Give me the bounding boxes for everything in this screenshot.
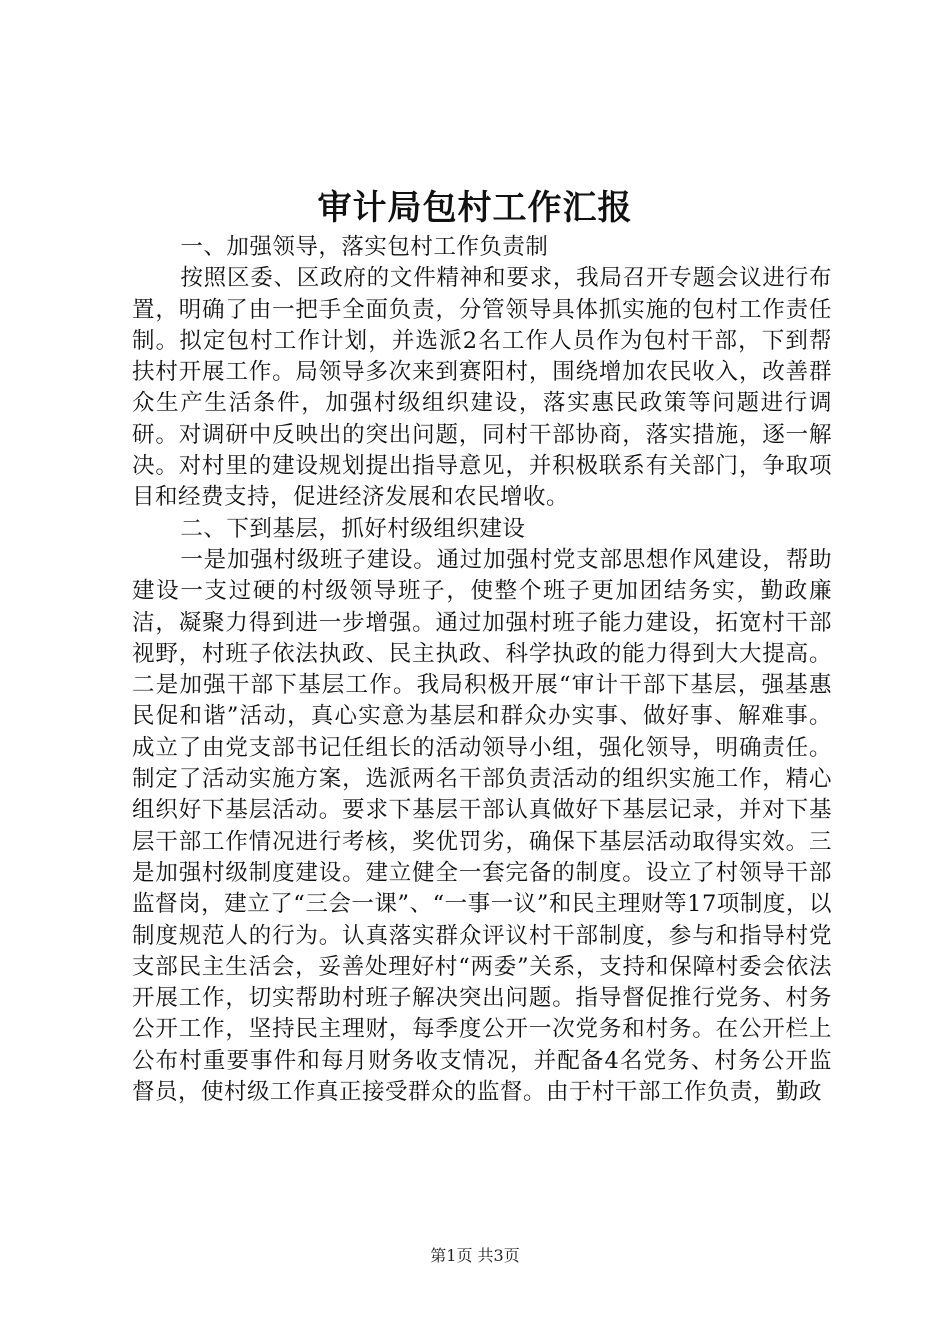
page-footer: 第1页 共3页 [430,1246,520,1265]
section-heading-2: 二、下到基层，抓好村级组织建设 [180,515,526,542]
document-body [132,232,832,1108]
document-title: 审计局包村工作汇报 [317,188,633,228]
section-heading-1: 一、加强领导，落实包村工作负责制 [180,234,549,260]
paragraph-1: 按照区委、区政府的文件精神和要求，我局召开专题会议进行布置，明确了由一把手全面负责，分管领导具体抓实施的包村工作责任制。拟定包村工作计划，并选派2名工作人员作为包村干部，下到帮扶村开展工作。局领导多次来到赛阳村，围绕增加农民收入，改善群众生产生活条件，加强村级组织建设，落实惠民政策等问题进行调研。对调研中反映出的突出问题，同村干部协商，落实措施，逐一解决。对村里的建设规划提出指导意见，并积极联系有关部门，争取项目和经费支持，促进经济发展和农民增收。 [132,265,832,511]
paragraph-2: 一是加强村级班子建设。通过加强村党支部思想作风建设，帮助建设一支过硬的村级领导班子，使整个班子更加团结务实，勤政廉洁，凝聚力得到进一步增强。通过加强村班子能力建设，拓宽村干部视野，村班子依法执政、民主执政、科学执政的能力得到大大提高。二是加强干部下基层工作。我局积极开展“审计干部下基层，强基惠民促和谐”活动，真心实意为基层和群众办实事、做好事、解难事。成立了由党支部书记任组长的活动领导小组，强化领导，明确责任。制定了活动实施方案，选派两名干部负责活动的组织实施工作，精心组织好下基层活动。要求下基层干部认真做好下基层记录，并对下基层干部工作情况进行考核，奖优罚劣，确保下基层活动取得实效。三是加强村级制度建设。建立健全一套完备的制度。设立了村领导干部监督岗，建立了“三会一课”、“一事一议”和民主理财等17项制度，以制度规范人的行为。认真落实群众评议村干部制度，参与和指导村党支部民主生活会，妥善处理好村“两委”关系，支持和保障村委会依法开展工作，切实帮助村班子解决突出问题。指导督促推行党务、村务公开工作，坚持民主理财，每季度公开一次党务和村务。在公开栏上公布村重要事件和每月财务收支情况，并配备4名党务、村务公开监督员，使村级工作真正接受群众的监督。由于村干部工作负责，勤政 [132,546,832,1106]
